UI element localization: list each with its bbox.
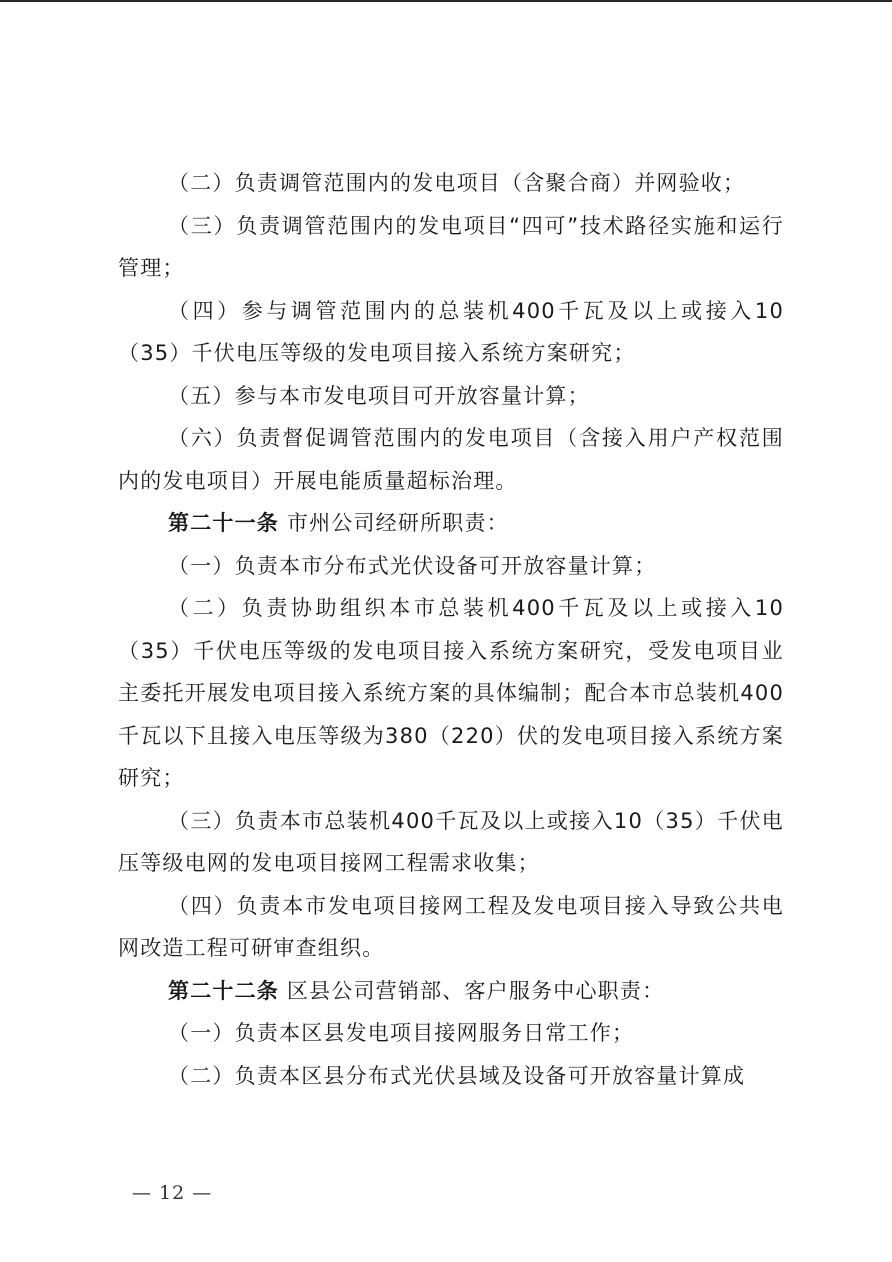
paragraph-text: （三）负责本市总装机400千瓦及以上或接入10（35）千伏电压等级电网的发电项目接网工程需求收集；	[118, 808, 784, 875]
paragraph-21-duty-1	[118, 545, 784, 588]
paragraph-duty-4	[118, 290, 784, 375]
top-border-rule	[0, 0, 892, 2]
paragraph-21-duty-3	[118, 800, 784, 885]
paragraph-text: （四）负责本市发电项目接网工程及发电项目接入导致公共电网改造工程可研审查组织。	[118, 893, 784, 960]
paragraph-duty-6	[118, 417, 784, 502]
paragraph-text: （二）负责本区县分布式光伏县域及设备可开放容量计算成	[168, 1063, 746, 1088]
paragraph-text: （二）负责协助组织本市总装机400千瓦及以上或接入10（35）千伏电压等级的发电项目接入系统方案研究，受发电项目业主委托开展发电项目接入系统方案的具体编制；配合本市总装机400千瓦以下且接入电压等级为380（220）伏的发电项目接入系统方案研究；	[118, 596, 785, 790]
article-heading: 第二十一条	[168, 511, 279, 535]
paragraph-duty-3	[118, 205, 784, 290]
paragraph-21-duty-2	[118, 587, 784, 800]
paragraph-text: （二）负责调管范围内的发电项目（含聚合商）并网验收；	[168, 171, 746, 195]
article-heading: 第二十二条	[168, 978, 279, 1003]
paragraph-text: （六）负责督促调管范围内的发电项目（含接入用户产权范围内的发电项目）开展电能质量超标治理。	[118, 426, 784, 493]
page-number: — 12 —	[132, 1182, 213, 1204]
paragraph-text: 市州公司经研所职责：	[279, 511, 509, 535]
paragraph-text: （四）参与调管范围内的总装机400千瓦及以上或接入10（35）千伏电压等级的发电项目接入系统方案研究；	[118, 298, 784, 365]
paragraph-text: （三）负责调管范围内的发电项目“四可”技术路径实施和运行管理；	[118, 213, 784, 280]
paragraph-22-duty-1	[118, 1012, 784, 1055]
document-body	[118, 162, 784, 1097]
paragraph-text: （一）负责本市分布式光伏设备可开放容量计算；	[168, 553, 657, 578]
article-22-heading	[118, 970, 784, 1013]
paragraph-text: （一）负责本区县发电项目接网服务日常工作；	[168, 1021, 635, 1045]
article-21-heading	[118, 502, 784, 545]
paragraph-duty-5	[118, 375, 784, 418]
paragraph-21-duty-4	[118, 885, 784, 970]
paragraph-text: 区县公司营销部、客户服务中心职责：	[279, 978, 665, 1003]
paragraph-text: （五）参与本市发电项目可开放容量计算；	[168, 383, 590, 408]
paragraph-duty-2	[118, 162, 784, 205]
paragraph-22-duty-2	[118, 1055, 784, 1098]
